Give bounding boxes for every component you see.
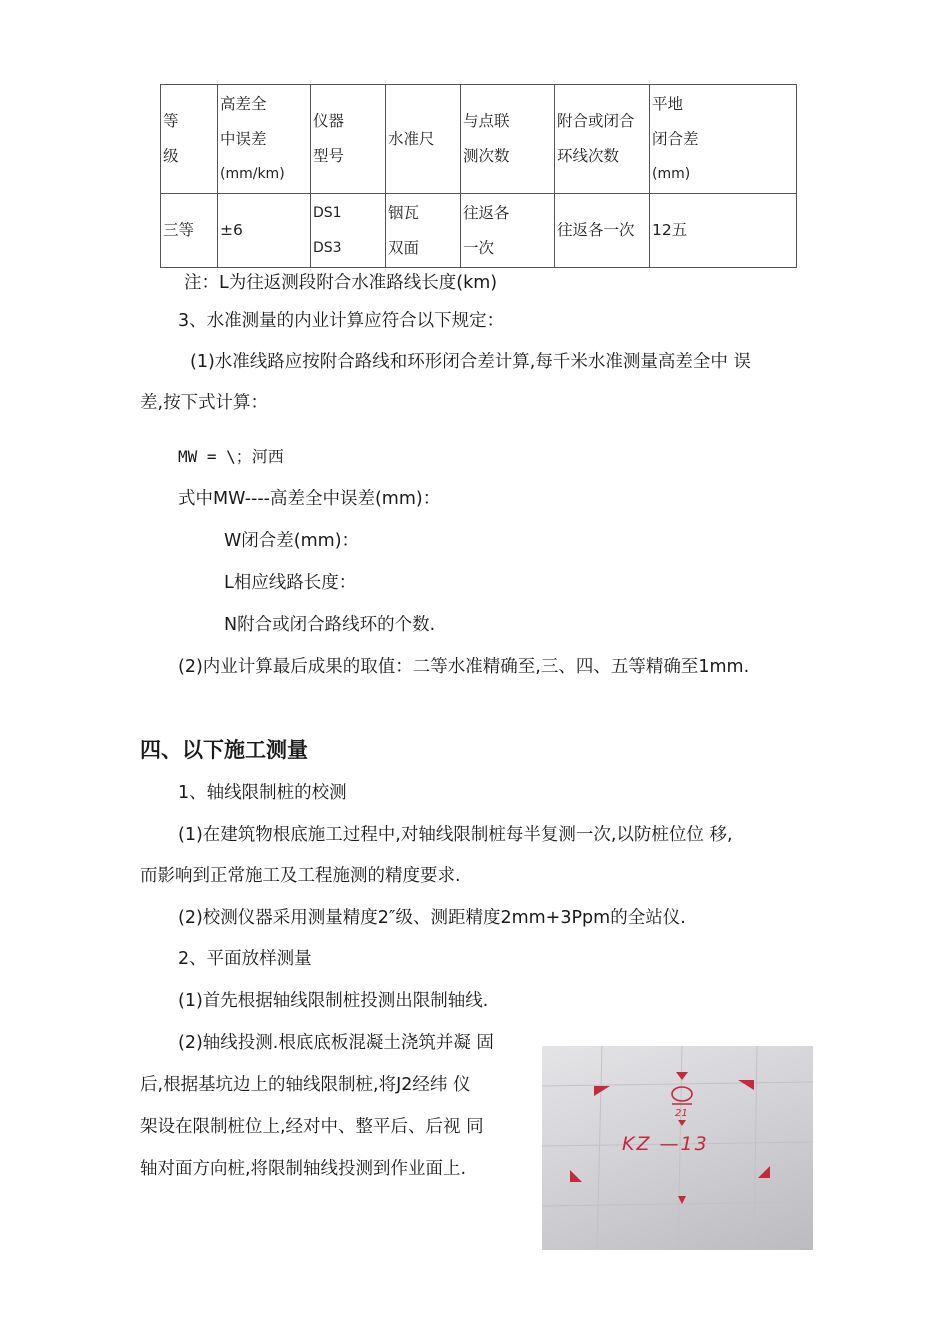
- header-loop-count: 附合或闭合 环线次数: [555, 85, 650, 194]
- cell-closure: 12五: [650, 194, 797, 268]
- table-row: [161, 194, 797, 268]
- formula-where: 式中MW----高差全中误差(mm)：: [178, 489, 441, 509]
- formula-l-definition: L相应线路长度：: [224, 573, 357, 593]
- cell-grade: 三等: [161, 194, 218, 268]
- section-3-intro: 3、水准测量的内业计算应符合以下规定：: [178, 311, 505, 331]
- header-grade: 等 级: [161, 85, 218, 194]
- paragraph-2-2-line3: 架设在限制桩位上,经对中、整平后、后视 同: [140, 1117, 484, 1137]
- floor-marking-drawing: [542, 1046, 813, 1250]
- photo-label-text: KZ —13: [622, 1133, 709, 1155]
- table-note: 注：L为往返测段附合水准路线长度(km): [184, 273, 498, 293]
- corner-marker-bl: [570, 1170, 582, 1182]
- paragraph-2-2-line4: 轴对面方向桩,将限制轴线投测到作业面上.: [140, 1159, 467, 1179]
- site-photo-floor-marking: [542, 1046, 813, 1250]
- subsection-2-title: 2、平面放样测量: [178, 949, 312, 969]
- paragraph-3-1-line2: 差,按下式计算：: [140, 393, 269, 413]
- paragraph-2-2-line2: 后,根据基坑边上的轴线限制桩,将J2经纬 仪: [140, 1075, 471, 1095]
- photo-mark-text: 21: [675, 1108, 688, 1119]
- header-instrument: 仪器 型号: [311, 85, 386, 194]
- paragraph-3-1-line1: (1)水准线路应按附合路线和环形闭合差计算,每千米水准测量高差全中 误: [190, 352, 751, 372]
- paragraph-2-1: (1)首先根据轴线限制桩投测出限制轴线.: [178, 991, 489, 1011]
- cell-instrument: DS1 DS3: [311, 194, 386, 268]
- formula: MW = \；河西: [178, 447, 284, 466]
- formula-w-definition: W闭合差(mm)：: [224, 531, 360, 551]
- leveling-spec-table: [160, 84, 797, 268]
- cell-height-error: ±6: [218, 194, 311, 268]
- table-header-row: [161, 85, 797, 194]
- corner-marker-tr: [738, 1080, 754, 1090]
- paragraph-2-2-line1: (2)轴线投测.根底底板混凝土浇筑并凝 固: [178, 1033, 494, 1053]
- paragraph-3-2: (2)内业计算最后成果的取值：二等水准精确至,三、四、五等精确至1mm.: [178, 657, 750, 677]
- corner-marker-br: [758, 1166, 770, 1178]
- cell-loop-count: 往返各一次: [555, 194, 650, 268]
- cell-joint-count: 往返各 一次: [461, 194, 555, 268]
- paragraph-1-1-line2: 而影响到正常施工及工程施测的精度要求.: [140, 866, 461, 886]
- corner-marker-tl: [594, 1086, 610, 1096]
- header-staff: 水准尺: [386, 85, 461, 194]
- header-closure: 平地 闭合差 (mm): [650, 85, 797, 194]
- formula-n-definition: N附合或闭合路线环的个数.: [224, 615, 436, 635]
- section-heading-4: 四、以下施工测量: [140, 738, 308, 762]
- paragraph-1-1-line1: (1)在建筑物根底施工过程中,对轴线限制桩每半复测一次,以防桩位位 移,: [178, 825, 733, 845]
- subsection-1-title: 1、轴线限制桩的校测: [178, 783, 347, 803]
- cell-staff: 铟瓦 双面: [386, 194, 461, 268]
- paragraph-1-2: (2)校测仪器采用测量精度2″级、测距精度2mm+3Ppm的全站仪.: [178, 908, 686, 928]
- header-height-error: 高差全 中误差 (mm/km): [218, 85, 311, 194]
- header-joint-count: 与点联 测次数: [461, 85, 555, 194]
